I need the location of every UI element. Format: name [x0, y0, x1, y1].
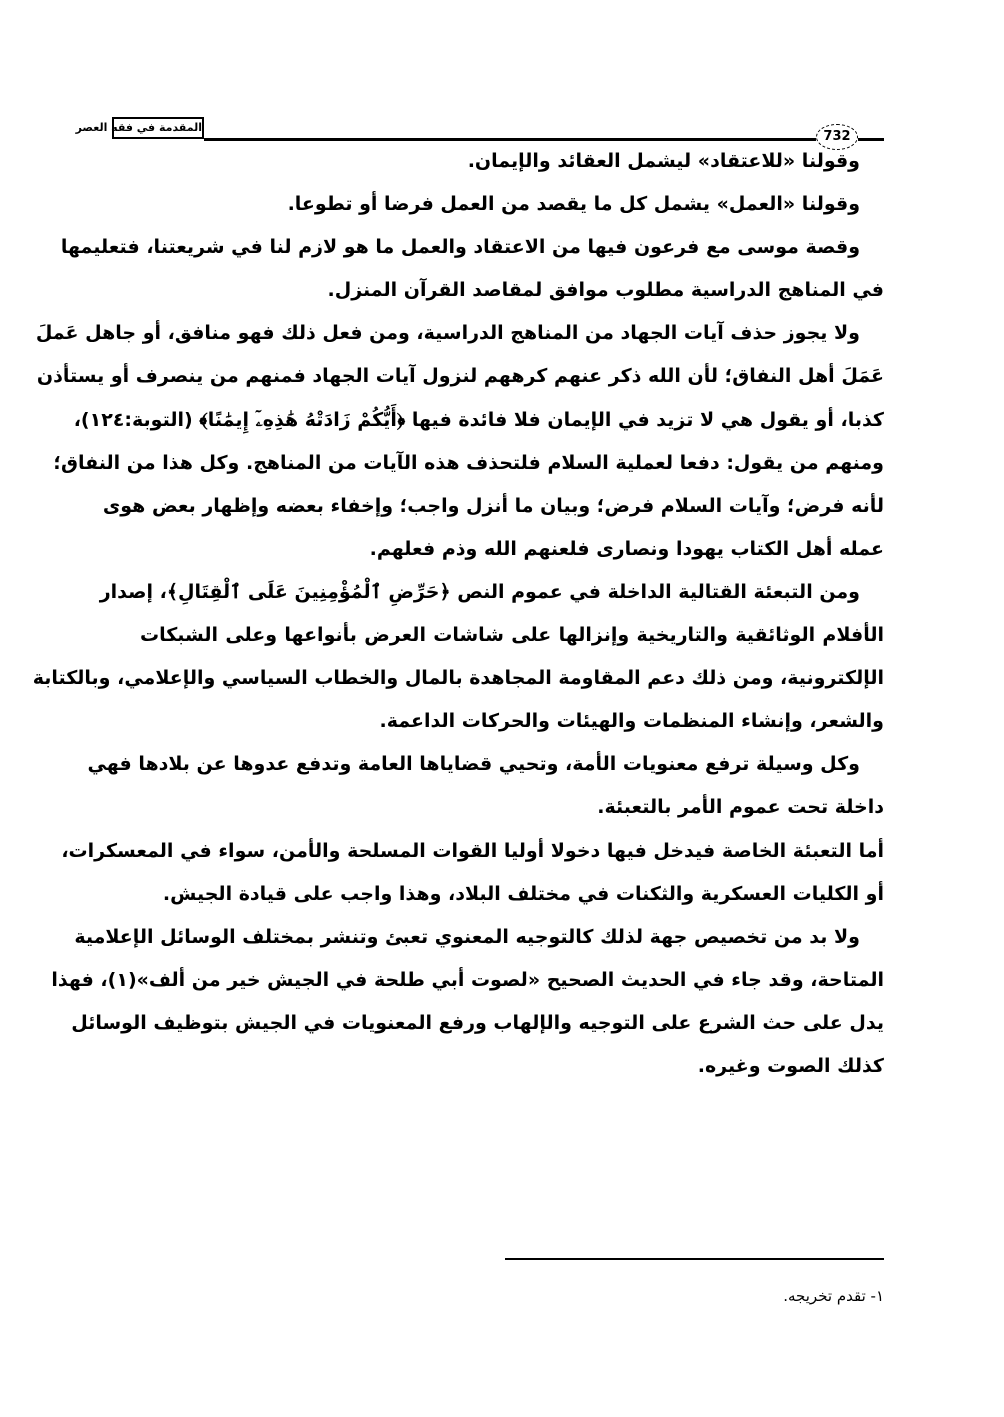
running-header-title: المقدمة في فقه العصر — [112, 117, 204, 139]
text-line: الإلكترونية، ومن ذلك دعم المقاومة المجاهدة بالمال والخطاب السياسي والإعلامي، وبالكتابة — [32, 667, 884, 690]
text-line: ولا يجوز حذف آيات الجهاد من المناهج الدراسية، ومن فعل ذلك فهو منافق، أو جاهل عَملَ — [35, 322, 860, 345]
text-line: أما التعبئة الخاصة فيدخل فيها دخولا أوليا القوات المسلحة والأمن، سواء في المعسكرات، — [61, 839, 884, 862]
page-number: 732 — [816, 124, 858, 150]
text-line: كذلك الصوت وغيره. — [697, 1054, 884, 1077]
text-line: وقولنا «العمل» يشمل كل ما يقصد من العمل فرضا أو تطوعا. — [287, 193, 860, 216]
text-line: عَمَلَ أهل النفاق؛ لأن الله ذكر عنهم كرههم لنزول آيات الجهاد فمنهم من ينصرف أو يستأذن — [36, 365, 884, 388]
text-line: أو الكليات العسكرية والثكنات في مختلف البلاد، وهذا واجب على قيادة الجيش. — [162, 882, 884, 905]
footnote: ١- تقدم تخريجه. — [783, 1287, 884, 1305]
body-text — [32, 140, 884, 1088]
text-line: لأنه فرض؛ وآيات السلام فرض؛ وبيان ما أنزل واجب؛ وإخفاء بعضه وإظهار بعض هوى — [102, 494, 884, 517]
text-line: يدل على حث الشرع على التوجيه والإلهاب ورفع المعنويات في الجيش بتوظيف الوسائل — [71, 1011, 884, 1034]
text-line: وقولنا «للاعتقاد» ليشمل العقائد والإيمان. — [467, 150, 860, 172]
text-line: ومنهم من يقول: دفعا لعملية السلام فلتحذف هذه الآيات من المناهج. وكل هذا من النفاق؛ — [53, 451, 884, 474]
text-line: داخلة تحت عموم الأمر بالتعبئة. — [597, 796, 884, 819]
text-line: المتاحة، وقد جاء في الحديث الصحيح «لصوت أبي طلحة في الجيش خير من ألف»(١)، فهذا — [51, 968, 884, 991]
text-line: الأفلام الوثائقية والتاريخية وإنزالها على شاشات العرض بأنواعها وعلى الشبكات — [140, 624, 884, 647]
text-line: ولا بد من تخصيص جهة لذلك كالتوجيه المعنوي تعبئ وتنشر بمختلف الوسائل الإعلامية — [74, 925, 860, 948]
text-line: عمله أهل الكتاب يهودا ونصارى فلعنهم الله وذم فعلهم. — [369, 537, 884, 560]
text-line: في المناهج الدراسية مطلوب موافق لمقاصد القرآن المنزل. — [327, 279, 884, 302]
text-line: كذبا، أو يقول هي لا تزيد في الإيمان فلا فائدة فيها ﴿أَيُّكُمْ زَادَتْهُ هَٰذِهِۦٓ إِيمَٰنًا﴾ (التوبة:١٢٤)، — [73, 408, 884, 431]
text-line: وكل وسيلة ترفع معنويات الأمة، وتحيي قضاياها العامة وتدفع عدوها عن بلادها فهي — [87, 753, 860, 776]
text-line: والشعر، وإنشاء المنظمات والهيئات والحركات الداعمة. — [379, 710, 884, 733]
footnote-separator — [505, 1258, 884, 1260]
text-line: ومن التبعئة القتالية الداخلة في عموم النص ﴿حَرِّضِ ٱلْمُؤْمِنِينَ عَلَى ٱلْقِتَالِ﴾، إصدار — [99, 580, 860, 603]
text-line: وقصة موسى مع فرعون فيها من الاعتقاد والعمل ما هو لازم لنا في شريعتنا، فتعليمها — [60, 236, 860, 259]
